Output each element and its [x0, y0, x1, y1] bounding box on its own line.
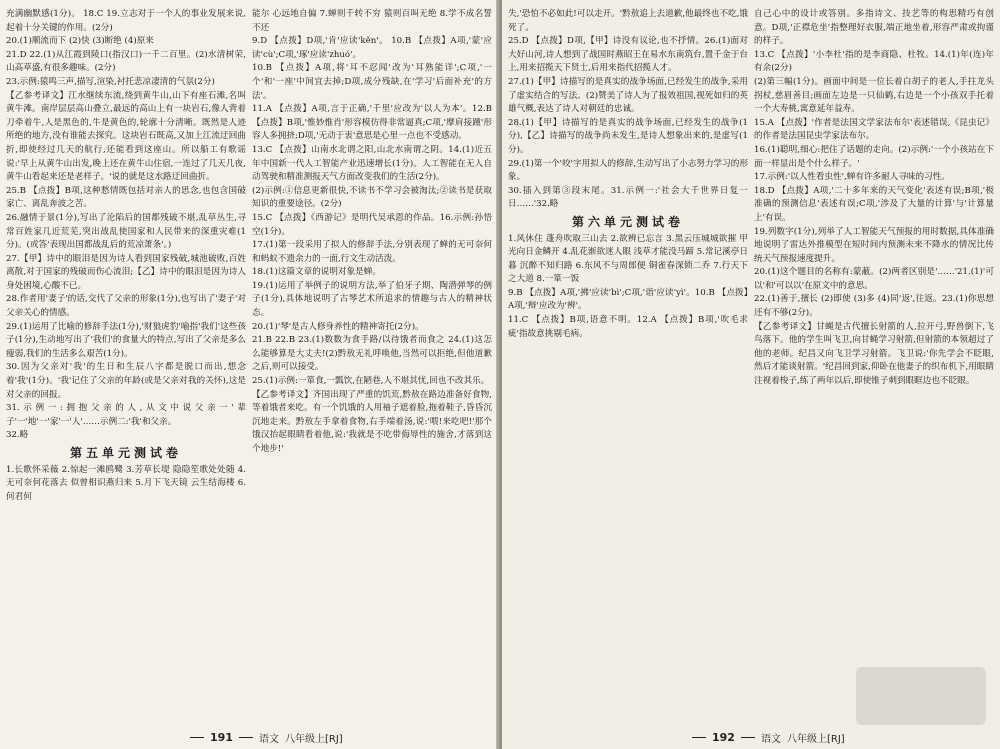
answer-para: 10.B 【点拨】A项,将'耳不忍闻'改为'耳熟能详';C项,'一个'和'一座'中间宜去掉;D项,成分残缺,在'学习'后面补充'的方法'。	[252, 63, 492, 101]
answer-para: 28.作者用'妻子'的话,交代了父亲的形象(1分),也写出了'妻子'对父亲关心的情感。	[6, 294, 246, 319]
answer-para: 29.(1)运用了比喻的修辞手法(1分),'财狼虎豹'喻指'我们'这些孩子(1分),生动地写出了'我们'的食量大的特点,写出了父亲是多么瘦弱,我们的生活多么艰苦(1分)。	[6, 321, 246, 359]
footer-rule	[239, 737, 253, 738]
page-number: 192	[712, 731, 735, 744]
footer-rule	[741, 737, 755, 738]
answer-para: 27.【甲】诗中的眼泪是因为诗人看到国家残破,城池破败,百姓离散,对于国家的残破而伤心流泪;【乙】诗中的眼泪是因为诗人身处困境,心酸不已。	[6, 253, 246, 291]
footer-subject: 语文	[760, 734, 781, 745]
answer-para: 11.A 【点拨】A项,言于正确,'千里'应改为'以人为本'。12.B 【点拨】B项,'惟妙惟肖'形容模仿得非常逼真;C项,'摩肩接踵'形容人多拥挤;D项,'无动于衷'意思是心里一点也不受感动。	[252, 104, 492, 142]
footer-grade: 八年级上[RJ]	[786, 734, 845, 745]
section-title-unit5: 第五单元测试卷	[69, 446, 182, 460]
left-page	[0, 0, 498, 749]
answer-para: 25.D 【点拨】D项,【甲】诗没有议论,也不抒情。26.(1)面对大好山河,诗人想到了战国时燕昭王在易水东南筑台,置千金于台上,用来招揽天下贤士,后用来指代招揽人才。	[508, 36, 748, 74]
answer-para: 20.(1)这个题目的名称有:蒙蔽。(2)两者区别是'……'21.(1)'可以'和'可以以'在原文中的意思。	[754, 267, 994, 291]
answer-para: 26.融情于景(1分),写出了沦陷后的国都残破不堪,乱草丛生,寻常百姓家几近荒芜,突出战乱使国家和人民带来的深重灾难(1分)。(或答'表现出国都战乱后的荒凉萧条'。)	[6, 212, 246, 251]
page-number: 191	[210, 731, 233, 744]
answer-para: 充满幽默感(1分)。 18.C 19.立志对于一个人的事业发展来说,起着十分关键的作用。(2分)	[6, 9, 246, 33]
right-col-2	[754, 8, 994, 725]
answer-para: 25.B 【点拨】B项,这种愁情既包括对亲人的思念,也包含国破家亡、离乱奔波之苦。	[6, 185, 246, 210]
answer-para: 31.示例一:拥抱父亲的人,从文中说父亲一'辈子'一'地'一'家'一'人'……示例二:'我'和父亲。	[6, 403, 246, 427]
left-columns	[6, 8, 492, 725]
answer-para: 21.D 22.(1)从江霞到陵口(指汉口)一千二百里。(2)水清树荣,山高草盛,有很多趣味。(2分)	[6, 49, 246, 74]
answer-para: 19.列数字(1分),列举了人工智能天气预报的用时数据,具体准确地说明了雷达外推模型在短时间内预测未来不降水的情况比传统天气预报速度提升。	[754, 226, 994, 264]
answer-para: 22.(1)善于,擅长 (2)即使 (3)多 (4)同'返',往返。23.(1)你思想还有不够(2分)。	[754, 294, 994, 319]
answer-para: 21.B 22.B 23.(1)数数为食手路/以待饿者而食之 24.(1)这怎么能够算是大丈夫!(2)黔敖无礼呼唤他,当然可以拒绝,但他道歉之后,则可以接受。	[252, 335, 492, 373]
right-columns	[508, 8, 994, 725]
answer-para: 28.(1)【甲】诗描写的是真实的战争场面,已经发生的战争(1分),【乙】诗描写的战争尚未发生,是诗人想象出来的,是虚写(1分)。	[508, 117, 748, 155]
answer-para: 15.C 【点拨】《西游记》是明代吴承恩的作品。16.示例:孙悟空(1分)。	[252, 212, 492, 237]
answer-para: 1.长歌怀采薇 2.惊起一滩鸥鹭 3.芳草长堤 隐隐笙歌处处随 4.无可奈何花落去 似曾相识燕归来 5.月下飞天镜 云生结海楼 6.何君何	[6, 464, 246, 502]
answer-para: 9.D 【点拨】D项,'肯'应读'kěn'。 10.B 【点拨】A项,'蒙'应读'cù';C项,'琢'应读'zhuó'。	[252, 36, 492, 60]
watermark-logo	[856, 667, 986, 725]
answer-para: 13.C 【点拨】'小李杜'指的是李商隐、杜牧。14.(1)年(连)年有余(2分)	[754, 49, 994, 74]
answer-para: 20.(1)'琴'是古人修身养性的精神寄托(2分)。	[252, 321, 424, 332]
answer-para: 自己心中的设计或答别。多指诗文、技艺等的构思精巧有创意。D项,'正襟危坐'指整理好衣服,端正地坐着,形容严肃或拘谨的样子。	[754, 9, 994, 47]
answer-para: 27.(1)【甲】诗描写的是真实的战争场面,已经发生的战争,采用了虚实结合的写法。(2)赞美了诗人为了报效祖国,视死如归的英雄气概,表达了诗人对朝廷的忠诚。	[508, 76, 748, 115]
footer-rule	[190, 737, 204, 738]
answer-para: 17.示例:'以人性看虫性',蝉有许多耐人寻味的习性。	[754, 172, 950, 183]
left-col-1	[6, 8, 246, 725]
answer-para: 30.因为父亲对'我'的生日和生辰八字都是脱口而出,想念着'我'(1分)。'我'记住了父亲的年龄(或是父亲对我的关怀),这是对父亲的回报。	[6, 362, 246, 400]
answer-para: 19.(1)运用了举例子的说明方法,举了伯牙子期、陶潜弹琴的例子(1分),具体地说明了古琴艺术所追求的情趣与古人的精神状态。	[252, 280, 492, 319]
translation-para: 【乙参考译文】甘蝇是古代擅长射箭的人,拉开弓,野兽倒下,飞鸟落下。他的学生叫飞卫,向甘蝇学习射箭,但射箭的本领超过了他的老师。纪昌又向飞卫学习射箭。飞卫说:'你先学会不眨眼,然后才能谈射箭。'纪昌回到家,仰卧在他妻子的织布机下,用眼睛注视着梭子,练了两年以后,即使锥子刺到眼眶边也不眨眼。	[754, 321, 994, 387]
answer-para: 25.(1)示例:一箪食,一瓢饮,在陋巷,人不堪其忧,回也不改其乐。	[252, 376, 490, 387]
answer-para: 能尔 心远地自偏 7.蝉则千转不穷 猿则百叫无绝 8.学不成名誓不还	[252, 9, 492, 33]
answer-para: 16.(1)聪明,细心:把住了话题的走向。(2)示例:'一个小孩站在下面一样显出是个什么样子。'	[754, 144, 994, 169]
answer-para: 失,'恐怕不必如此!可以走开。'黔敖追上去道歉,他最终也不吃,饿死了。	[508, 9, 748, 33]
answer-para: 23.示例:猿鸣三声,描写,渲染,衬托悲凉凄清的气氛(2分)	[6, 76, 215, 87]
answer-para: 18.(1)这篇文章的说明对象是蝉。	[252, 267, 381, 278]
answer-para: 30.插入到第③段末尾。31.示例一:'社会大千世界日复一日……'32.略	[508, 185, 748, 210]
footer-rule	[692, 737, 706, 738]
answer-para: 1.风休住 蓬舟吹取三山去 2.欲辨已忘言 3.黑云压城城欲摧 甲光向日金鳞开 4.乱花渐欲迷人眼 浅草才能没马蹄 5.常记溪亭日暮 沉醉不知归路 6.东风不与周郎便 铜雀春深锁二乔 7.行天下之大道 8.一箪一饭	[508, 233, 748, 285]
answer-para: 17.(1)第一段采用了拟人的修辞手法,分别表现了蝉的无可奈何和蚂蚁不遗余力的一面,行文生动活泼。	[252, 240, 492, 264]
answer-para: 29.(1)第一个'咬'字用拟人的修辞,生动写出了小志努力学习的形象。	[508, 158, 748, 183]
left-col-2	[252, 8, 492, 725]
right-page	[502, 0, 1000, 749]
footer-subject: 语文	[258, 734, 279, 745]
right-footer	[692, 730, 845, 745]
answer-para: 32.略	[6, 430, 29, 441]
answer-para: 11.C 【点拨】B项,语意不明。12.A 【点拨】B项,'吹毛求疵'指故意挑剔毛病。	[508, 315, 748, 339]
answer-para: (2)第三幅(1分)。画面中间是一位长着白胡子的老人,手拄龙头拐杖,慈眉善目;画面左边是一只仙鹤,右边是一个小孩双手托着一个大寿桃,寓意延年益寿。	[754, 76, 994, 115]
answer-para: 13.C 【点拨】山南水北谓之阳,山北水南谓之阴。14.(1)近五年中国新一代人工智能产业迅速增长(1分)。人工智能在无人自动驾驶和精准测报天气方面改变我们的生活(2分)。	[252, 144, 492, 183]
answer-para: (2)示例:①信息更新很快,不读书不学习会被淘汰;②读书是获取知识的重要途径。(2分)	[252, 185, 492, 210]
right-col-1	[508, 8, 748, 725]
translation-para: 【乙参考译文】江水继续东流,绕到黄牛山,山下有座石滩,名叫黄牛滩。南岸层层高山叠立,最远的高山上有一块岩石,像人背着刀牵着牛,人是黑色的,牛是黄色的,轮廓十分清晰。既然是人迹所绝的地方,没有谁能去探究。这块岩石既高,又加上江流迂回曲折,即使经过几天的航行,还能看到这座山。所以船工有歌谣说:'早上从黄牛山出发,晚上还在黄牛山住宿,一连过了几天几夜,黄牛山看起来还是老样子。'说的就是这水路迂回曲折。	[6, 90, 246, 183]
translation-para: 【乙参考译文】齐国出现了严重的饥荒,黔敖在路边准备好食物,等着饿者来吃。有一个饥饿的人用袖子遮着脸,拖着鞋子,昏昏沉沉地走来。黔敖左手拿着食物,右手端着汤,说:'喂!来吃吧!'那个饿汉抬起眼睛看着他,说:'我就是不吃带侮辱性的施舍,才落到这个地步!'	[252, 389, 492, 454]
answer-para: 9.B 【点拨】A项,'拂'应读'bì';C项,'诣'应读'yì'。10.B 【点拨】A项,'辩'应改为'辨'。	[508, 287, 748, 312]
answer-para: 18.D 【点拨】A项,'二十多年来的天气变化'表述有误;B项,'极准确的预测信息'表述有误;C项,'涉及了大量的计算'与'计算量上'有误。	[754, 185, 994, 223]
section-title-unit6: 第六单元测试卷	[571, 214, 684, 229]
left-footer	[190, 730, 343, 745]
answer-para: 20.(1)顺流而下 (2)快 (3)断绝 (4)原来	[6, 36, 154, 47]
footer-grade: 八年级上[RJ]	[284, 734, 343, 745]
answer-para: 15.A 【点拨】'作者是法国文学家法布尔'表述错误,《昆虫记》的作者是法国昆虫学家法布尔。	[754, 117, 994, 142]
